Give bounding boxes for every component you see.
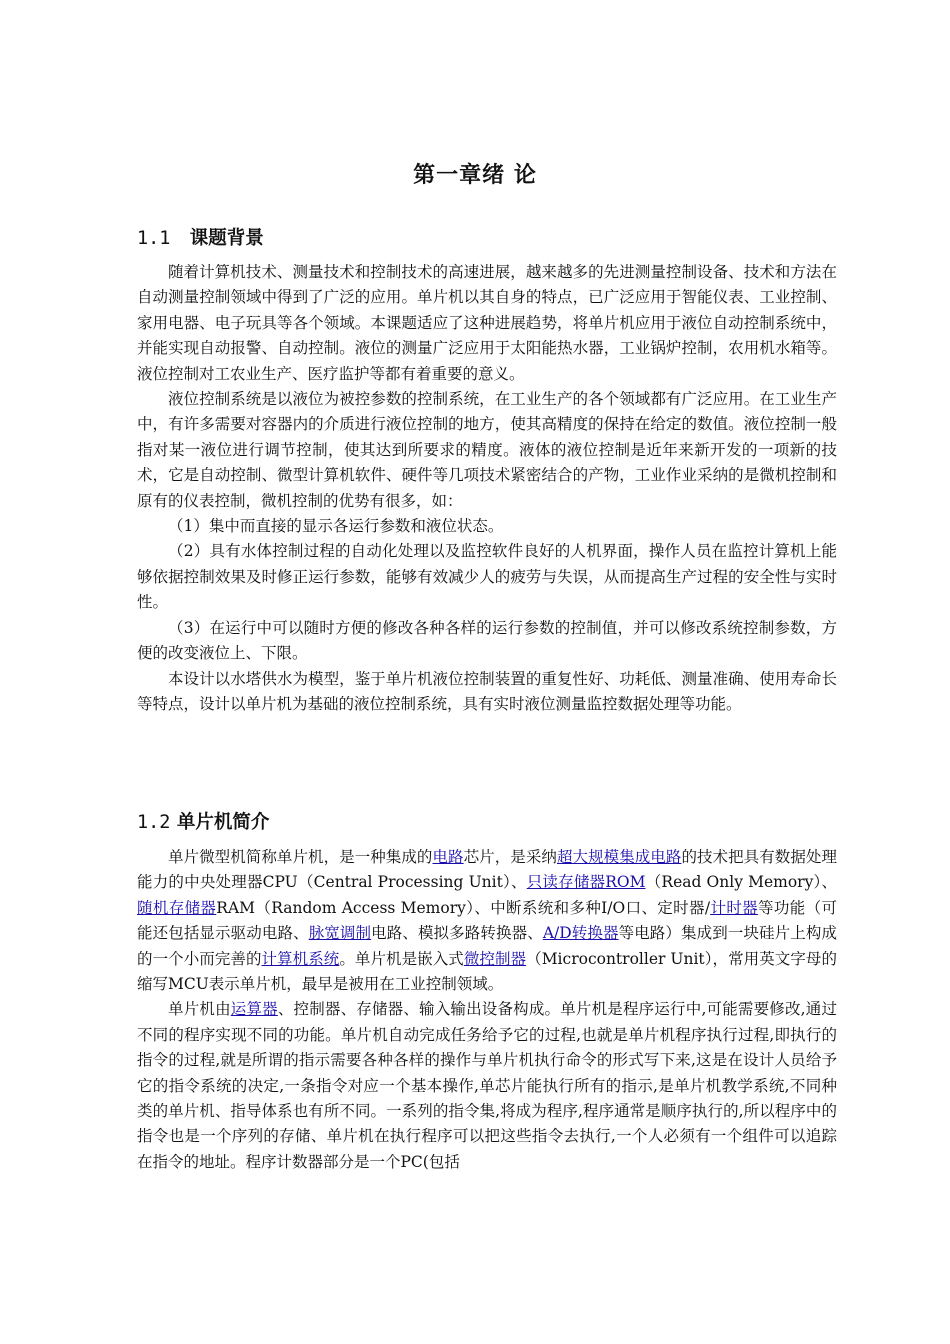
section-title: 课题背景 <box>189 228 264 249</box>
link-pwm[interactable]: 脉宽调制 <box>308 924 372 943</box>
text-run: 芯片，是采纳 <box>463 848 557 866</box>
link-timer[interactable]: 计时器 <box>710 898 759 917</box>
text-run: 单片微型机简称单片机，是一种集成的 <box>168 848 433 866</box>
section-1-1-body <box>137 260 837 717</box>
section-heading-1-2 <box>137 808 269 834</box>
text-run: 、控制器、存储器、输入输出设备构成。单片机是程序运行中,可能需要修改,通过不同的程序实现不同的功能。单片机自动完成任务给予它的过程,也就是单片机程序执行过程,即执行的指令的过程,就是所谓的指示需要各种各样的操作与单片机执行命令的形式写下来,这是在设计人员给予它的指令系统的决定,一条指令对应一个基本操作,单芯片能执行所有的指示,是单片机教学系统,不同种类的单片机、指导体系也有所不同。一系列的指令集,将成为程序,程序通常是顺序执行的,所以程序中的指令也是一个序列的存储、单片机在执行程序可以把这些指令去执行,一个人必须有一个组件可以追踪在指令的地址。程序计数器部分是一个PC(包括 <box>137 1000 837 1171</box>
link-alu[interactable]: 运算器 <box>230 1000 278 1019</box>
text-run: RAM（Random Access Memory）、中断系统和多种I/O口、定时器/ <box>216 898 711 917</box>
text-run: 等功能（可能还包括显示驱动电路、 <box>137 898 837 943</box>
section-title: 单片机简介 <box>176 812 270 833</box>
list-item: （1）集中而直接的显示各运行参数和液位状态。 <box>168 517 504 536</box>
chapter-title: 第一章绪 论 <box>413 163 537 188</box>
section-1-2-body <box>137 845 837 1175</box>
paragraph: 随着计算机技术、测量技术和控制技术的高速进展，越来越多的先进测量控制设备、技术和方法在自动测量控制领域中得到了广泛的应用。单片机以其自身的特点，已广泛应用于智能仪表、工业控制、家用电器、电子玩具等各个领域。本课题适应了这种进展趋势，将单片机应用于液位自动控制系统中，并能实现自动报警、自动控制。液位的测量广泛应用于太阳能热水器，工业锅炉控制，农用机水箱等。液位控制对工农业生产、医疗监护等都有着重要的意义。 <box>137 263 837 383</box>
section-heading-1-1 <box>137 224 264 250</box>
paragraph <box>137 845 837 997</box>
paragraph <box>137 997 837 1175</box>
link-microcontroller[interactable]: 微控制器 <box>463 949 527 968</box>
link-circuit[interactable]: 电路 <box>432 848 464 866</box>
text-run: 等电路）集成到一块硅片上构成的一个小而完善的 <box>137 924 837 968</box>
text-run: 电路、模拟多路转换器、 <box>371 924 543 943</box>
link-ram[interactable]: 随机存储器 <box>137 898 217 917</box>
list-item: （3）在运行中可以随时方便的修改各种各样的运行参数的控制值，并可以修改系统控制参数，方便的改变液位上、下限。 <box>137 618 837 663</box>
list-item: （2）具有水体控制过程的自动化处理以及监控软件良好的人机界面，操作人员在监控计算机上能够依据控制效果及时修正运行参数，能够有效减少人的疲劳与失误，从而提高生产过程的安全性与实时性。 <box>137 542 837 612</box>
text-run: （Read Only Memory）、 <box>645 873 838 892</box>
link-adc[interactable]: A/D转换器 <box>542 924 619 943</box>
paragraph: 液位控制系统是以液位为被控参数的控制系统，在工业生产的各个领域都有广泛应用。在工业生产中，有许多需要对容器内的介质进行液位控制的地方，使其高精度的保持在给定的数值。液位控制一般指对某一液位进行调节控制，使其达到所要求的精度。液体的液位控制是近年来新开发的一项新的技术，它是自动控制、微型计算机软件、硬件等几项技术紧密结合的产物，工业作业采纳的是微机控制和原有的仪表控制，微机控制的优势有很多，如： <box>137 390 837 510</box>
section-number: 1.2 <box>137 812 171 833</box>
paragraph: 本设计以水塔供水为模型，鉴于单片机液位控制装置的重复性好、功耗低、测量准确、使用寿命长等特点，设计以单片机为基础的液位控制系统，具有实时液位测量监控数据处理等功能。 <box>137 669 837 713</box>
text-run: 。单片机是嵌入式 <box>339 949 464 968</box>
section-number: 1.1 <box>137 228 171 249</box>
text-run: 的技术把具有数据处理能力的中央处理器CPU（Central Processing Unit）、 <box>137 848 837 892</box>
link-computer-system[interactable]: 计算机系统 <box>261 949 340 968</box>
link-vlsi[interactable]: 超大规模集成电路 <box>556 848 682 866</box>
link-rom[interactable]: 只读存储器ROM <box>526 873 646 892</box>
text-run: 单片机由 <box>168 1000 231 1019</box>
text-run: （Microcontroller Unit），常用英文字母的缩写MCU表示单片机，最早是被用在工业控制领域。 <box>137 949 837 994</box>
